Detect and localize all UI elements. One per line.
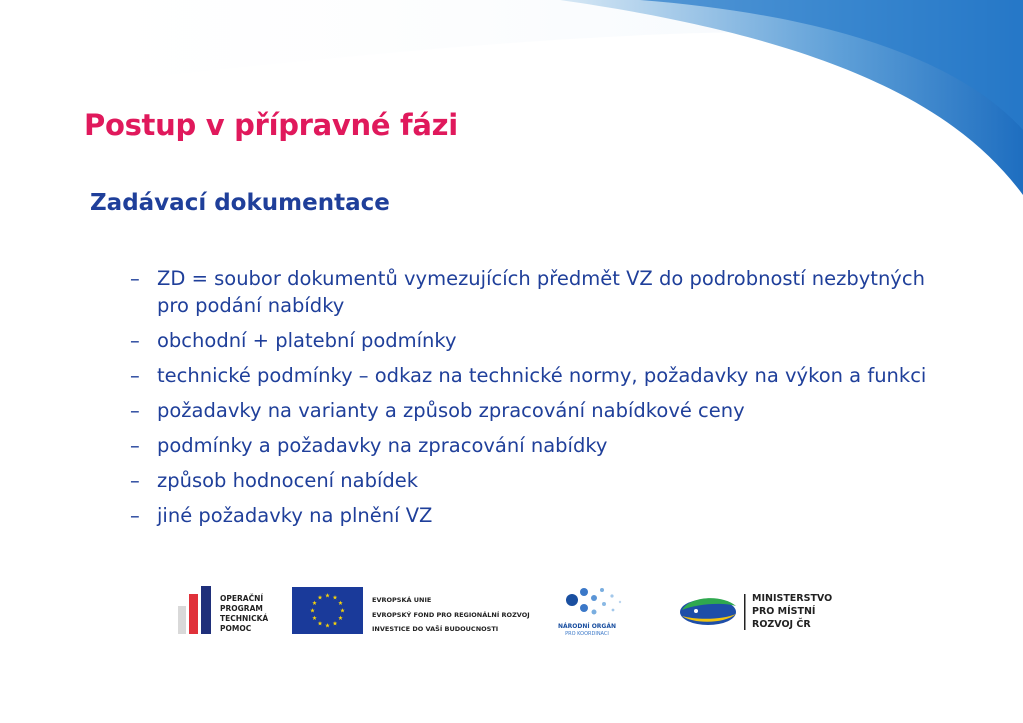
logo-strip: [176, 584, 876, 644]
optp-line: POMOC: [220, 624, 252, 633]
nok-logo: [558, 588, 621, 637]
nok-line: PRO KOORDINACI: [565, 631, 609, 637]
bullet-dash: –: [130, 469, 140, 492]
bullet-text: způsob hodnocení nabídek: [157, 469, 419, 492]
bullet-text: požadavky na varianty a způsob zpracování nabídkové ceny: [157, 399, 745, 422]
bullet-text: ZD = soubor dokumentů vymezujících předmět VZ do podrobností nezbytných pro podání nabídky: [157, 267, 925, 317]
bullet-dash: –: [130, 364, 140, 387]
bullet-item: [130, 397, 960, 424]
mmr-line: ROZVOJ ČR: [752, 619, 811, 630]
bullet-item: [130, 265, 960, 319]
optp-line: TECHNICKÁ: [220, 614, 269, 623]
mmr-line: PRO MÍSTNÍ: [752, 606, 816, 617]
eu-line: EVROPSKÝ FOND PRO REGIONÁLNÍ ROZVOJ: [372, 611, 530, 619]
mmr-logo: [680, 593, 832, 630]
slide-subtitle: Zadávací dokumentace: [90, 190, 390, 216]
mmr-line: MINISTERSTVO: [752, 593, 833, 604]
nok-line: NÁRODNÍ ORGÁN: [557, 623, 617, 630]
bullet-dash: –: [130, 504, 140, 527]
bullet-item: [130, 327, 960, 354]
bullet-item: [130, 432, 960, 459]
bullet-item: [130, 467, 960, 494]
bullet-dash: –: [130, 434, 140, 457]
bullet-dash: –: [130, 267, 140, 290]
eu-line: EVROPSKÁ UNIE: [372, 596, 432, 604]
bullet-item: [130, 502, 960, 529]
bullet-item: [130, 362, 960, 389]
bullet-text: jiné požadavky na plnění VZ: [157, 504, 433, 527]
bullet-dash: –: [130, 399, 140, 422]
slide-title: Postup v přípravné fázi: [84, 108, 458, 142]
bullet-dash: –: [130, 329, 140, 352]
eu-flag-icon: [292, 587, 363, 634]
bullet-text: obchodní + platební podmínky: [157, 329, 457, 352]
optp-line: OPERAČNÍ: [220, 594, 264, 603]
optp-logo: [178, 586, 268, 634]
bullet-list: [130, 265, 960, 537]
eu-line: INVESTICE DO VAŠÍ BUDOUCNOSTI: [372, 625, 499, 633]
bullet-text: podmínky a požadavky na zpracování nabídky: [157, 434, 608, 457]
optp-line: PROGRAM: [220, 604, 263, 613]
bullet-text: technické podmínky – odkaz na technické normy, požadavky na výkon a funkci: [157, 364, 927, 387]
eu-text: [372, 595, 530, 633]
